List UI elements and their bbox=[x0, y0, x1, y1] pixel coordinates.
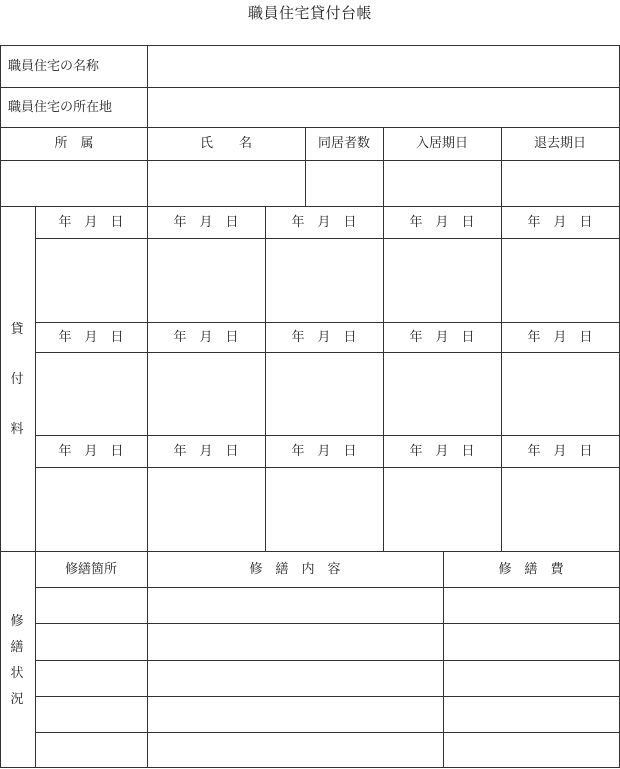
housing-location-label: 職員住宅の所在地 bbox=[8, 100, 113, 115]
rent-date-label: 年 月 日 bbox=[58, 330, 124, 345]
rent-date-label: 年 月 日 bbox=[58, 215, 124, 230]
repair-label-char: 繕 bbox=[10, 640, 24, 655]
rent-date-label: 年 月 日 bbox=[173, 330, 239, 345]
rent-label-char: 貸 bbox=[10, 322, 24, 337]
divider bbox=[35, 732, 620, 733]
repair-label-char: 況 bbox=[10, 692, 24, 707]
rent-date-label: 年 月 日 bbox=[58, 444, 124, 459]
cohabitants-header: 同居者数 bbox=[317, 136, 371, 151]
divider bbox=[0, 551, 620, 552]
rent-date-label: 年 月 日 bbox=[291, 444, 357, 459]
rent-date-label: 年 月 日 bbox=[409, 444, 475, 459]
divider bbox=[35, 660, 620, 661]
divider bbox=[35, 696, 620, 697]
move-out-date-header: 退去期日 bbox=[533, 136, 587, 151]
rent-label-char: 料 bbox=[10, 422, 24, 437]
name-header: 氏 名 bbox=[199, 136, 253, 151]
divider bbox=[265, 206, 266, 551]
divider bbox=[35, 322, 620, 323]
repair-cost-header: 修 繕 費 bbox=[498, 562, 564, 577]
rent-date-label: 年 月 日 bbox=[173, 444, 239, 459]
rent-date-label: 年 月 日 bbox=[291, 330, 357, 345]
border-top bbox=[0, 45, 620, 46]
repair-label-char: 修 bbox=[10, 614, 24, 629]
divider bbox=[501, 127, 502, 551]
divider bbox=[305, 127, 306, 206]
rent-date-label: 年 月 日 bbox=[409, 330, 475, 345]
divider bbox=[0, 87, 620, 88]
divider bbox=[0, 206, 620, 207]
rent-date-label: 年 月 日 bbox=[527, 444, 593, 459]
rent-date-label: 年 月 日 bbox=[173, 215, 239, 230]
divider bbox=[35, 623, 620, 624]
form-title: 職員住宅貸付台帳 bbox=[247, 4, 372, 22]
divider bbox=[383, 206, 384, 551]
divider bbox=[35, 435, 620, 436]
border-left bbox=[0, 45, 1, 768]
repair-label-char: 状 bbox=[10, 666, 24, 681]
rent-date-label: 年 月 日 bbox=[409, 215, 475, 230]
repair-content-header: 修 繕 内 容 bbox=[249, 562, 341, 577]
rent-label-char: 付 bbox=[10, 372, 24, 387]
rent-date-label: 年 月 日 bbox=[527, 330, 593, 345]
divider bbox=[443, 551, 444, 768]
divider bbox=[35, 352, 620, 353]
affiliation-header: 所 属 bbox=[54, 136, 94, 151]
divider bbox=[383, 127, 384, 206]
divider bbox=[35, 587, 620, 588]
divider bbox=[35, 238, 620, 239]
border-bottom bbox=[0, 767, 620, 768]
rent-date-label: 年 月 日 bbox=[291, 215, 357, 230]
divider bbox=[147, 45, 148, 768]
rent-date-label: 年 月 日 bbox=[527, 215, 593, 230]
divider bbox=[0, 127, 620, 128]
repair-location-header: 修繕箇所 bbox=[64, 562, 118, 577]
divider bbox=[35, 467, 620, 468]
divider bbox=[35, 206, 36, 768]
move-in-date-header: 入居期日 bbox=[415, 136, 469, 151]
divider bbox=[0, 160, 620, 161]
housing-name-label: 職員住宅の名称 bbox=[8, 59, 100, 74]
